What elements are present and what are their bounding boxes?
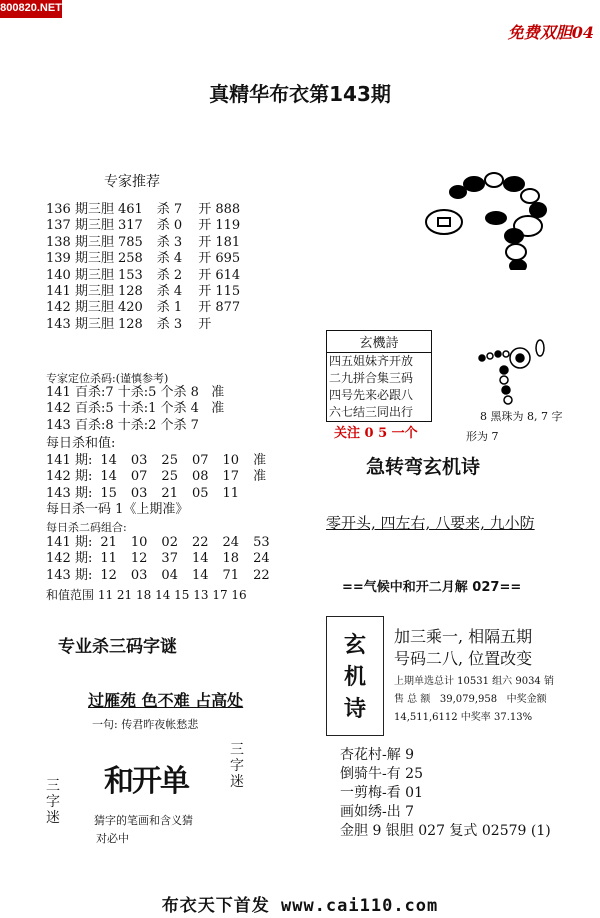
- sum-value: 25: [161, 469, 178, 485]
- expert-kill: 杀 0: [156, 218, 183, 234]
- expert-open: 开 115: [198, 284, 241, 300]
- vertical-char: 玄: [343, 632, 366, 658]
- expert-dan: 785: [117, 234, 143, 250]
- expert-period: 138 期三胆: [46, 234, 114, 250]
- bead-note-1: 8 黑珠为 8, 7 字: [480, 410, 563, 423]
- follow-note: 关注 0 5 一个: [334, 426, 418, 441]
- riddle-one-sentence: 一句: 传君昨夜帐愁悲: [92, 718, 199, 731]
- sum-value: 07: [191, 453, 209, 468]
- sales-stat-3: 14,511,6112 中奖率 37.13%: [394, 712, 533, 723]
- expert-kill: 杀 2: [156, 267, 183, 283]
- pair-value: 02: [161, 535, 178, 550]
- daily-sum-heading: 每日杀和值:: [46, 436, 116, 451]
- badge-underline: [0, 16, 62, 18]
- poem2-line-1: 加三乘一, 相隔五期: [394, 627, 533, 646]
- expert-period: 139 期三胆: [46, 251, 114, 267]
- period-label: 143 期:: [46, 567, 93, 583]
- bead-note-2: 形为 7: [466, 430, 499, 443]
- expert-row: [46, 235, 240, 251]
- hit-mark: [253, 486, 266, 502]
- expert-open: 开 695: [198, 251, 241, 267]
- hit-mark: 准: [253, 469, 267, 485]
- period-label: 142 期:: [46, 469, 93, 485]
- sum-value: 07: [130, 469, 148, 485]
- expert-kill: 杀 4: [156, 284, 183, 300]
- vertical-char: 诗: [343, 696, 366, 722]
- pair-value: 14: [191, 551, 209, 567]
- period-label: 143 期:: [46, 485, 93, 501]
- daily-sum-table: [46, 453, 266, 502]
- expert-dan: 317: [117, 218, 143, 234]
- expert-open: 开 181: [198, 234, 241, 250]
- expert-dan: 128: [117, 284, 143, 300]
- riddle-hint: 猜字的笔画和含义猜: [94, 814, 193, 827]
- daily-two-heading: 每日杀二码组合:: [46, 521, 127, 534]
- position-kill-heading: 专家定位杀码:(谨慎参考): [46, 372, 169, 385]
- pair-value: 37: [161, 551, 178, 567]
- position-kill-row: 142 百杀:5 十杀:1 个杀 4 准: [46, 401, 225, 417]
- pair-value: 03: [130, 567, 148, 583]
- period-label: 141 期:: [46, 453, 93, 468]
- expert-period: 140 期三胆: [46, 267, 114, 283]
- expert-kill: 杀 7: [156, 202, 183, 217]
- sum-range: 和值范围 11 21 18 14 15 13 17 16: [46, 588, 247, 602]
- expert-period: 137 期三胆: [46, 218, 114, 234]
- answer-item: 倒骑牛-有 25: [340, 766, 423, 782]
- daily-one-kill: 每日杀一码 1《上期准》: [46, 502, 189, 517]
- turn-heading: 急转弯玄机诗: [366, 456, 481, 478]
- vertical-title-box: [326, 616, 384, 736]
- position-kill-row: 143 百杀:8 十杀:2 个杀 7: [46, 417, 199, 433]
- expert-period: 136 期三胆: [46, 202, 114, 217]
- sum-value: 21: [161, 485, 178, 501]
- expert-kill: 杀 1: [156, 300, 183, 316]
- expert-open: 开 119: [198, 218, 241, 234]
- free-badge: 免费双胆04: [507, 23, 594, 42]
- sum-value: 14: [100, 469, 117, 485]
- expert-row: [46, 218, 240, 234]
- pair-value: 22: [253, 567, 270, 583]
- position-kill-row: 141 百杀:7 十杀:5 个杀 8 准: [46, 385, 225, 400]
- expert-table: [46, 202, 240, 333]
- pair-value: 04: [161, 567, 178, 583]
- turn-line: 零开头, 四左右, 八要来, 九小防: [326, 514, 535, 532]
- pair-value: 10: [130, 535, 148, 550]
- expert-period: 141 期三胆: [46, 284, 114, 300]
- position-kill-list: [46, 385, 224, 434]
- xuanji-line: 四五姐妹齐开放: [329, 354, 414, 368]
- expert-row: [46, 251, 240, 267]
- xuanji-line: 二九拼合集三码: [329, 371, 414, 385]
- pair-value: 24: [222, 535, 240, 550]
- pair-value: 12: [130, 551, 148, 567]
- expert-kill: 杀 3: [156, 316, 183, 332]
- expert-period: 143 期三胆: [46, 316, 114, 332]
- riddle-side-left: 三字迷: [46, 778, 60, 826]
- riddle-big-text: 和开单: [104, 764, 188, 799]
- sum-value: 11: [222, 485, 240, 501]
- pair-value: 14: [191, 567, 209, 583]
- daily-two-row: [46, 568, 284, 584]
- footer: 布衣天下首发 www.cai110.com: [161, 896, 439, 916]
- daily-two-row: [46, 535, 284, 551]
- pair-value: 12: [100, 567, 117, 583]
- expert-dan: 153: [117, 267, 143, 283]
- daily-sum-row: [46, 486, 266, 502]
- pair-value: 24: [253, 551, 270, 567]
- expert-row: [46, 284, 240, 300]
- hit-mark: 准: [253, 453, 267, 468]
- sum-value: 15: [100, 485, 117, 501]
- expert-dan: 128: [117, 316, 143, 332]
- daily-two-table: [46, 535, 284, 584]
- sum-value: 05: [191, 485, 209, 501]
- riddle-phrase: 过雁苑 色不难 占高处: [88, 691, 244, 710]
- daily-two-row: [46, 551, 284, 567]
- riddle-side-right: 三字迷: [230, 742, 244, 790]
- expert-row: [46, 317, 240, 333]
- expert-row: [46, 202, 240, 218]
- expert-dan: 420: [117, 300, 143, 316]
- daily-sum-row: [46, 469, 266, 485]
- pair-value: 22: [191, 535, 209, 550]
- sum-value: 03: [130, 453, 148, 468]
- beads-illustration: [418, 170, 554, 270]
- xuanji-poem-box: [326, 330, 432, 422]
- pair-value: 71: [222, 567, 240, 583]
- answer-item: 金胆 9 银胆 027 复式 02579 (1): [340, 823, 551, 839]
- vertical-char: 机: [343, 664, 366, 690]
- small-beads-illustration: [476, 338, 556, 408]
- pair-value: 11: [100, 551, 117, 567]
- pair-value: 18: [222, 551, 240, 567]
- answer-item: 杏花村-解 9: [340, 747, 415, 763]
- expert-heading: 专家推荐: [104, 174, 160, 190]
- site-badge: 800820.NET: [0, 2, 62, 14]
- sum-value: 17: [222, 469, 240, 485]
- answers-list: [340, 746, 551, 841]
- pair-value: 53: [253, 535, 270, 550]
- riddle-heading: 专业杀三码字谜: [58, 637, 177, 657]
- expert-kill: 杀 3: [156, 234, 183, 250]
- sum-value: 25: [161, 453, 178, 468]
- expert-open: 开: [198, 316, 212, 332]
- expert-open: 开 877: [198, 300, 241, 316]
- xuanji-title: 玄機詩: [327, 331, 431, 353]
- period-label: 141 期:: [46, 535, 93, 550]
- expert-period: 142 期三胆: [46, 300, 114, 316]
- sales-stat-1: 上期单选总计 10531 组六 9034 销: [394, 676, 554, 687]
- xuanji-line: 四号先来必跟八: [329, 388, 414, 402]
- sum-value: 14: [100, 453, 117, 468]
- expert-kill: 杀 4: [156, 251, 183, 267]
- answer-item: 画如绣-出 7: [340, 804, 415, 820]
- expert-row: [46, 300, 240, 316]
- expert-open: 开 614: [198, 267, 241, 283]
- pair-value: 21: [100, 535, 117, 550]
- page-title: 真精华布衣第143期: [209, 82, 391, 106]
- sales-stat-2: 售 总 额 39,079,958 中奖金额: [394, 694, 547, 705]
- expert-dan: 461: [117, 202, 143, 217]
- riddle-hint-2: 对必中: [96, 832, 129, 845]
- poem2-line-2: 号码二八, 位置改变: [394, 649, 533, 668]
- period-label: 142 期:: [46, 551, 93, 567]
- climate-line: ==气候中和开二月解 027==: [342, 580, 522, 595]
- xuanji-line: 六七结三同出行: [329, 405, 414, 419]
- sum-value: 10: [222, 453, 240, 468]
- sum-value: 03: [130, 485, 148, 501]
- expert-open: 开 888: [198, 202, 241, 217]
- expert-dan: 258: [117, 251, 143, 267]
- daily-sum-row: [46, 453, 266, 469]
- answer-item: 一剪梅-看 01: [340, 785, 423, 801]
- expert-row: [46, 268, 240, 284]
- sum-value: 08: [191, 469, 209, 485]
